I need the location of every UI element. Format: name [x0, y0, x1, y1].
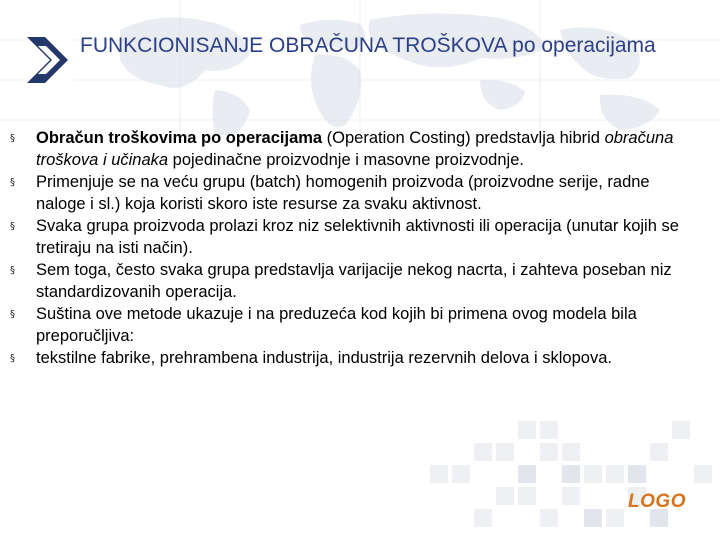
bullet-marker: § — [10, 177, 15, 188]
bullet-list — [8, 127, 708, 371]
bullet-text: Svaka grupa proizvoda prolazi kroz niz selektivnih aktivnosti ili operacija (unutar kojih se tretiraju na isti način). — [36, 217, 679, 257]
bullet-text: Primenjuje se na veću grupu (batch) homogenih proizvoda (proizvodne serije, radne naloge i sl.) koja koristi skoro iste resurse za svaku aktivnost. — [36, 173, 650, 213]
world-map-background — [0, 0, 720, 135]
bullet-text-part: (Operation Costing) predstavlja hibrid — [322, 129, 605, 147]
bullet-marker: § — [10, 133, 15, 144]
bullet-text: Sem toga, često svaka grupa predstavlja varijacije nekog nacrta, i zahteva poseban niz standardizovanih operacija. — [36, 261, 672, 301]
bullet-marker: § — [10, 353, 15, 364]
bullet-text: Suština ove metode ukazuje i na preduzeća kod kojih bi primena ovog modela bila preporučljiva: — [36, 305, 637, 345]
bullet-item — [8, 127, 708, 171]
bullet-text — [36, 127, 708, 171]
bullet-item — [8, 171, 708, 215]
bullet-item — [8, 259, 708, 303]
bullet-marker: § — [10, 221, 15, 232]
double-chevron-icon — [24, 34, 74, 86]
bullet-marker: § — [10, 265, 15, 276]
slide-title: FUNKCIONISANJE OBRAČUNA TROŠKOVA po operacijama — [80, 34, 656, 57]
bullet-text-part: pojedinačne proizvodnje i masovne proizvodnje. — [168, 151, 524, 169]
bullet-bold-text: Obračun troškovima po operacijama — [36, 129, 323, 147]
bullet-item — [8, 347, 708, 371]
grid-decoration-background — [390, 395, 720, 540]
bullet-text: tekstilne fabrike, prehrambena industrija, industrija rezervnih delova i sklopova. — [36, 349, 612, 367]
bullet-marker: § — [10, 309, 15, 320]
bullet-item — [8, 303, 708, 347]
bullet-italic-text: obračuna troškova i učinaka — [36, 129, 674, 169]
bullet-item — [8, 215, 708, 259]
logo: LOGO — [628, 491, 686, 512]
